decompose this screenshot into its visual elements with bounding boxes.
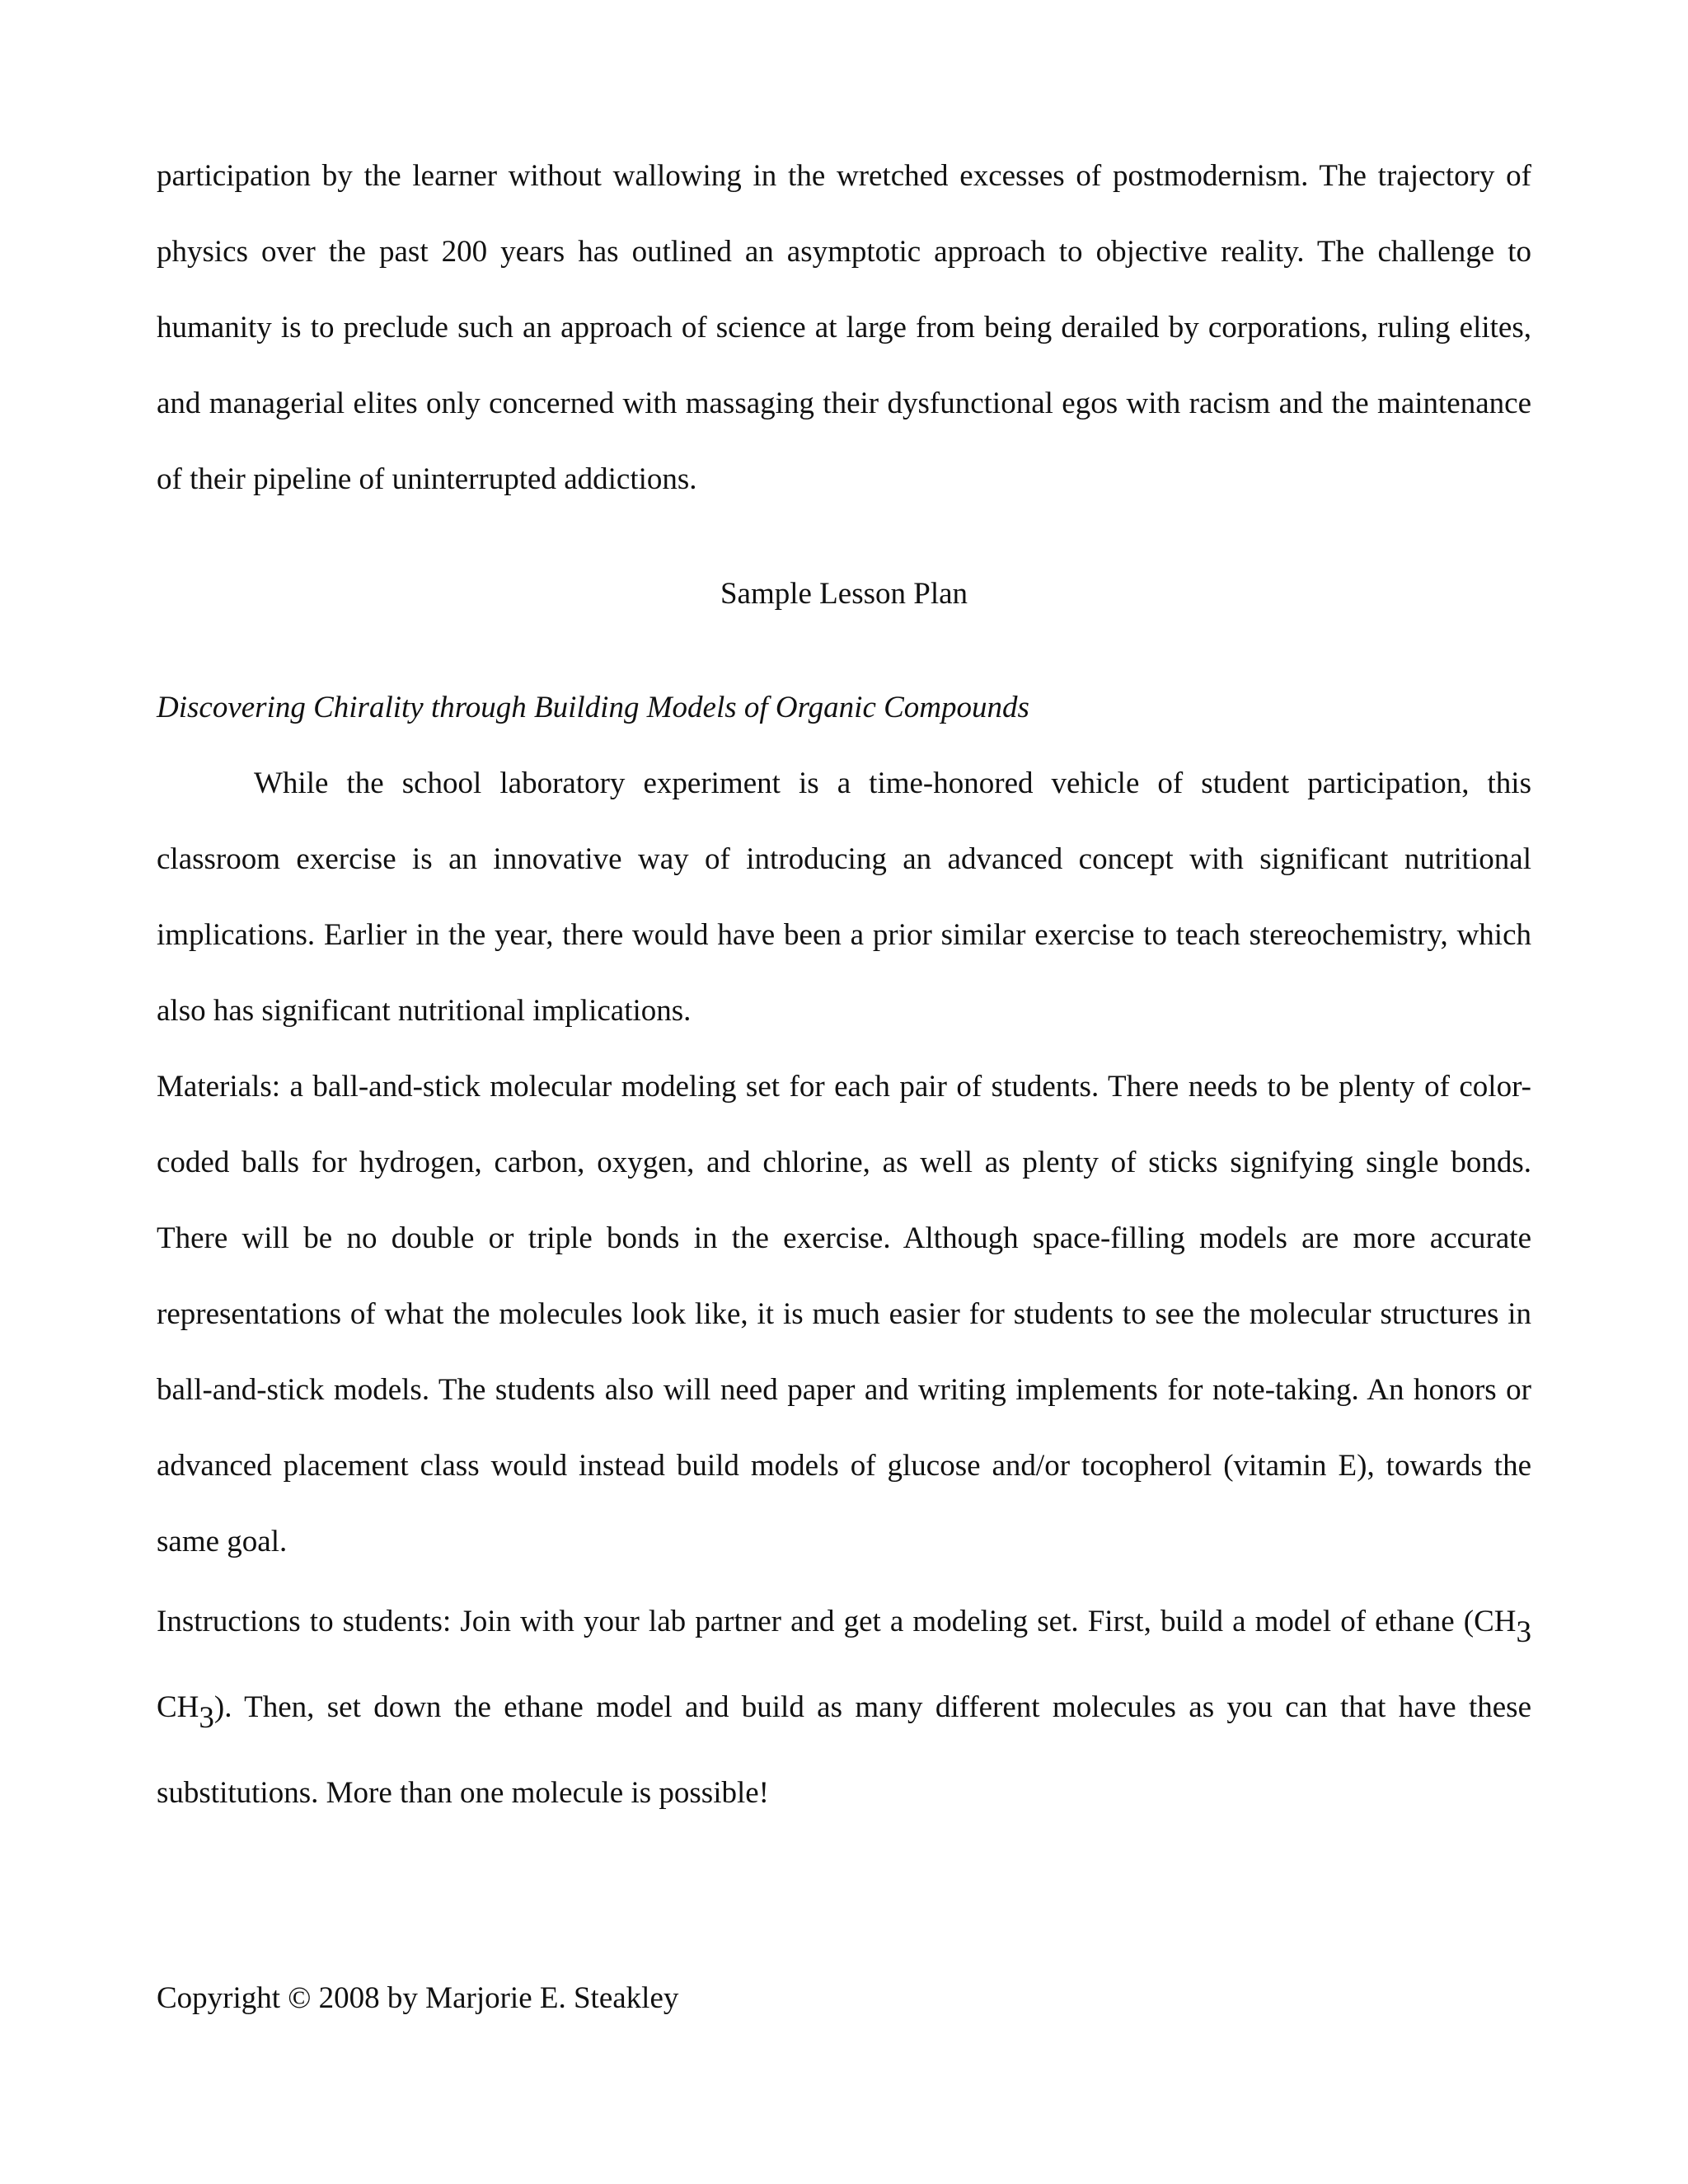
lesson-title: Discovering Chirality through Building Models of Organic Compounds [157,691,1029,724]
subscript-3-first: 3 [1516,1615,1531,1649]
paragraph-introduction: While the school laboratory experiment is a time-honored vehicle of student participation, this classroom exercise is an innovative way of introducing an advanced concept with significant nutritional implications. Earlier in the year, there would have been a prior similar exercise to teach stereochemistry, which also has significant nutritional implications. [157,766,1531,1028]
instructions-text-2: CH [157,1690,199,1724]
paragraph-materials: Materials: a ball-and-stick molecular modeling set for each pair of students. There needs to be plenty of color-coded balls for hydrogen, carbon, oxygen, and chlorine, as well as plenty of sticks signifying single bonds. There will be no double or triple bonds in the exercise. Although space-filling models are more accurate representations of what the molecules look like, it is much easier for students to see the molecular structures in ball-and-stick models. The students also will need paper and writing implements for note-taking. An honors or advanced placement class would instead build models of glucose and/or tocopherol (vitamin E), towards the same goal. [157,1070,1531,1558]
instructions-text-3: ). Then, set down the ethane model and build as many different molecules as you can that have these substitutions. More than one molecule is possible! [157,1690,1531,1810]
paragraph-postmodernism: participation by the learner without wallowing in the wretched excesses of postmodernism. The trajectory of physics over the past 200 years has outlined an asymptotic approach to objective reality. The challenge to humanity is to preclude such an approach of science at large from being derailed by corporations, ruling elites, and managerial elites only concerned with massaging their dysfunctional egos with racism and the maintenance of their pipeline of uninterrupted addictions. [157,159,1531,496]
instructions-text-1: Instructions to students: Join with your lab partner and get a modeling set. First, build a model of ethane (CH [157,1605,1517,1638]
paragraph-instructions [157,1579,1531,1836]
subscript-3-second: 3 [199,1700,214,1735]
document-page [157,0,1531,2184]
section-heading: Sample Lesson Plan [720,577,968,611]
copyright-notice: Copyright © 2008 by Marjorie E. Steakley [157,1981,679,2015]
